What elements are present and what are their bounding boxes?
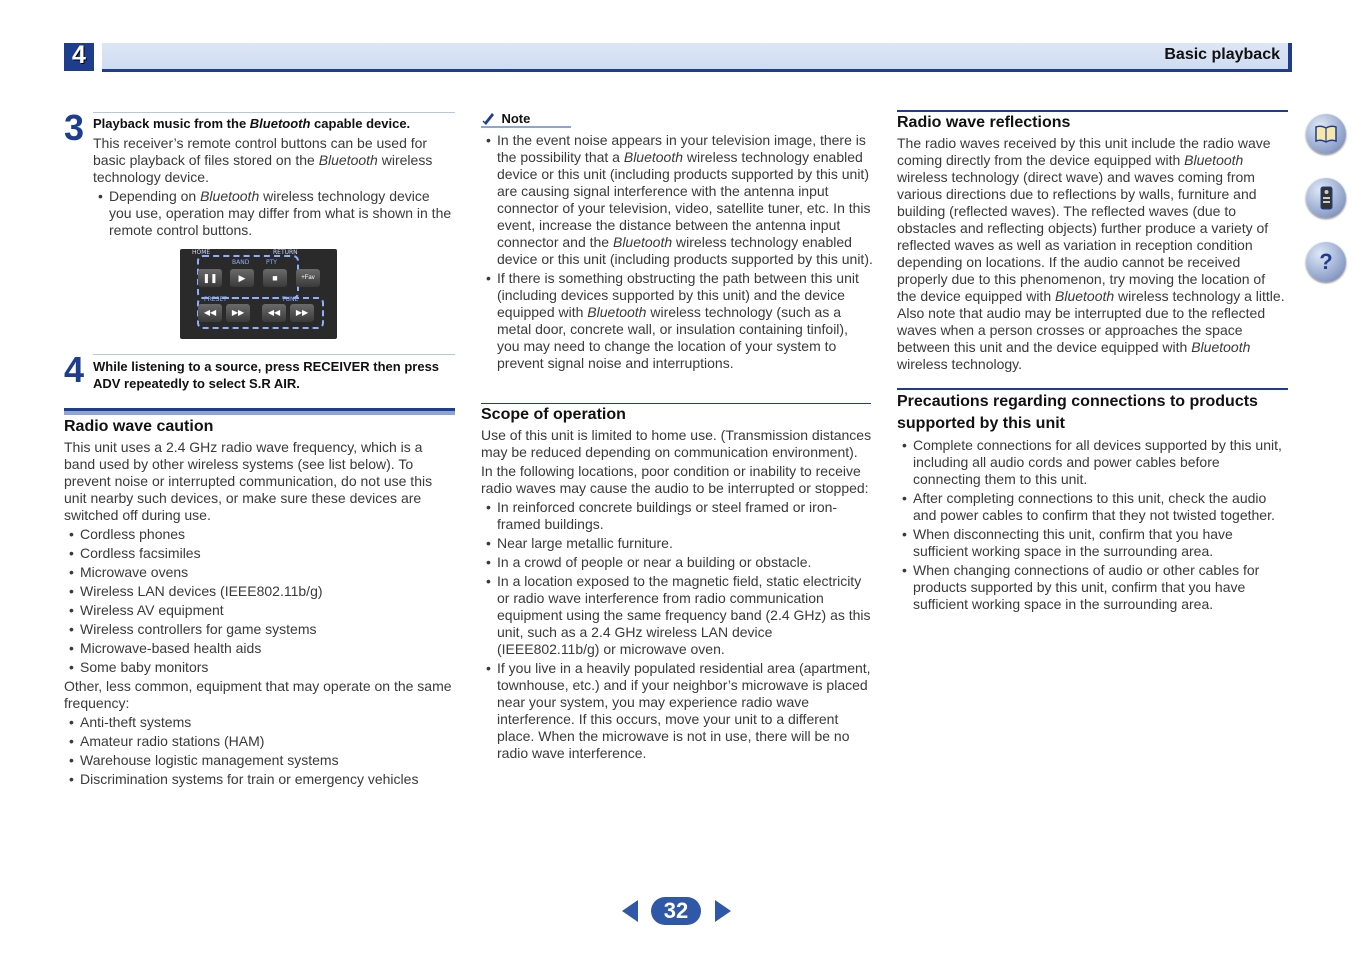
header-band [102,43,1292,69]
band-label: BAND [232,259,250,266]
precautions-list [897,437,1288,613]
step-3-rule [93,112,455,113]
step-4-rule [93,354,455,355]
list-item: • Discrimination systems for train or emergency vehicles [64,771,455,788]
list-item: • Near large metallic furniture. [481,535,873,552]
list-item: • Microwave-based health aids [64,640,455,657]
note-item: • If there is something obstructing the path between this unit (including devices supported by this unit) and the device equipped with Bluetooth wireless technology (such as a metal door, concrete wall, or insulation containing tinfoil), you may need to change the location of your system to prevent signal noise and interruptions. [481,270,873,372]
step-3-number: 3 [64,107,85,148]
note-item: • In the event noise appears in your television image, there is the possibility that a Bluetooth wireless technology enabled device or this unit (including products supported by this unit) are causing signal interference with the antenna input connector of your television, video, satellite tuner, etc. In this event, increase the distance between the antenna input connector and the Bluetooth wireless technology enabled device or this unit (including products supported by this unit). [481,132,873,268]
note-rule [481,126,571,128]
rewind-icon: ◀◀ [262,304,286,322]
fav-button: +Fav [296,269,320,287]
precautions-title: Precautions regarding connections to products supported by this unit [897,393,1258,432]
tune-label: TUNE [282,296,299,303]
previous-page-arrow-icon[interactable] [622,900,638,922]
stop-icon: ■ [263,269,287,287]
list-item: • When disconnecting this unit, confirm that you have sufficient working space in the surrounding area. [897,526,1288,560]
caution-list-1 [64,526,455,676]
list-item: • Amateur radio stations (HAM) [64,733,455,750]
list-item: • If you live in a heavily populated residential area (apartment, townhouse, etc.) and if your neighbor’s microwave is placed near your system, you may experience radio wave interference. If this occurs, move your unit to a different place. When the microwave is not in use, there will be no radio wave interference. [481,660,873,762]
preset-label: PRESET [204,296,227,303]
reflections-rule [897,110,1288,112]
list-item: • Wireless AV equipment [64,602,455,619]
book-icon[interactable] [1306,114,1346,154]
caution-title: Radio wave caution [64,418,214,435]
step-3-heading: Playback music from the Bluetooth capable device. [93,116,411,131]
precautions-section [897,391,1288,615]
note-section [481,132,873,374]
list-item: • Warehouse logistic management systems [64,752,455,769]
list-item: • After completing connections to this unit, check the audio and power cables to confirm that they not twisted together. [897,490,1288,524]
fast-forward-icon: ▶▶ [290,304,314,322]
caution-intro: This unit uses a 2.4 GHz radio wave frequency, which is a band used by other wireless systems (see list below). To prevent noise or interrupted communication, do not use this unit nearby such devices, or make sure these devices are switched off during use. [64,439,433,523]
note-title: Note [501,111,531,126]
next-page-arrow-icon[interactable] [715,900,731,922]
list-item: • Complete connections for all devices supported by this unit, including all audio cords and power cables before connecting them to this unit. [897,437,1288,488]
step-4-heading: While listening to a source, press RECEIVER then press ADV repeatedly to select S.R AIR. [93,359,440,391]
chapter-number: 4 [72,41,86,69]
prev-icon: ◀◀ [198,304,222,322]
play-icon: ▶ [230,269,254,287]
list-item: • In a crowd of people or near a building or obstacle. [481,554,873,571]
list-item: • Microwave ovens [64,564,455,581]
section-title: Basic playback [1164,46,1280,63]
step-3-block [93,115,455,241]
list-item: • In a location exposed to the magnetic field, static electricity or radio wave interference from radio communication equipment using the same frequency band (2.4 GHz) as this unit, such as a 2.4 GHz wireless LAN device (IEEE802.11b/g) or microwave oven. [481,573,873,658]
next-icon: ▶▶ [226,304,250,322]
list-item: • Cordless facsimiles [64,545,455,562]
reflections-body: The radio waves received by this unit include the radio wave coming directly from the device equipped with Bluetooth wireless technology (direct wave) and waves coming from various directions due to reflections by walls, furniture and building (reflected waves). The reflected waves (due to obstacles and reflecting objects) further produce a variety of reflected waves as well as variation in reception condition depending on locations. If the audio cannot be received properly due to this phenomenon, try moving the location of the device equipped with Bluetooth wireless technology a little. Also note that audio may be interrupted due to the reflected waves when a person crosses or approaches the space between this unit and the device equipped with Bluetooth wireless technology. [897,135,1285,372]
step-3-bullet: • Depending on Bluetooth wireless technology device you use, operation may differ from what is shown in the remote control buttons. [93,188,455,239]
remote-control-image [180,249,337,339]
home-label: HOME [192,249,211,256]
help-icon[interactable]: ? [1306,242,1346,282]
scope-p2: In the following locations, poor condition or inability to receive radio waves may cause the audio to be interrupted or stopped: [481,463,869,496]
pause-icon: ❚❚ [198,269,222,287]
scope-section [481,405,873,764]
pty-label: PTY [266,259,277,266]
caution-section [64,417,455,790]
reflections-section [897,113,1288,375]
pencil-icon [481,110,497,126]
page-number: 32 [651,897,701,925]
scope-title: Scope of operation [481,406,626,423]
scope-p1: Use of this unit is limited to home use. (Transmission distances may be reduced depending on communication environment). [481,427,872,460]
reflections-title: Radio wave reflections [897,114,1071,131]
scope-rule [481,403,871,404]
header-rule [102,69,1292,72]
caution-list-2 [64,714,455,788]
list-item: • Anti-theft systems [64,714,455,731]
scope-list [481,499,873,762]
step-4-number: 4 [64,349,85,390]
list-item: • Some baby monitors [64,659,455,676]
step-3-body: This receiver’s remote control buttons can be used for basic playback of files stored on the Bluetooth wireless technology device. [93,135,433,185]
remote-icon[interactable] [1306,178,1346,218]
caution-other: Other, less common, equipment that may operate on the same frequency: [64,678,452,711]
caution-rule [64,408,455,415]
list-item: • Wireless controllers for game systems [64,621,455,638]
list-item: • When changing connections of audio or other cables for products supported by this unit, confirm that you have sufficient working space in the surrounding area. [897,562,1288,613]
header-end-bar [1288,43,1292,72]
list-item: • Wireless LAN devices (IEEE802.11b/g) [64,583,455,600]
return-label: RETURN [273,249,298,256]
precautions-rule [897,388,1288,390]
list-item: • Cordless phones [64,526,455,543]
list-item: • In reinforced concrete buildings or steel framed or iron-framed buildings. [481,499,873,533]
